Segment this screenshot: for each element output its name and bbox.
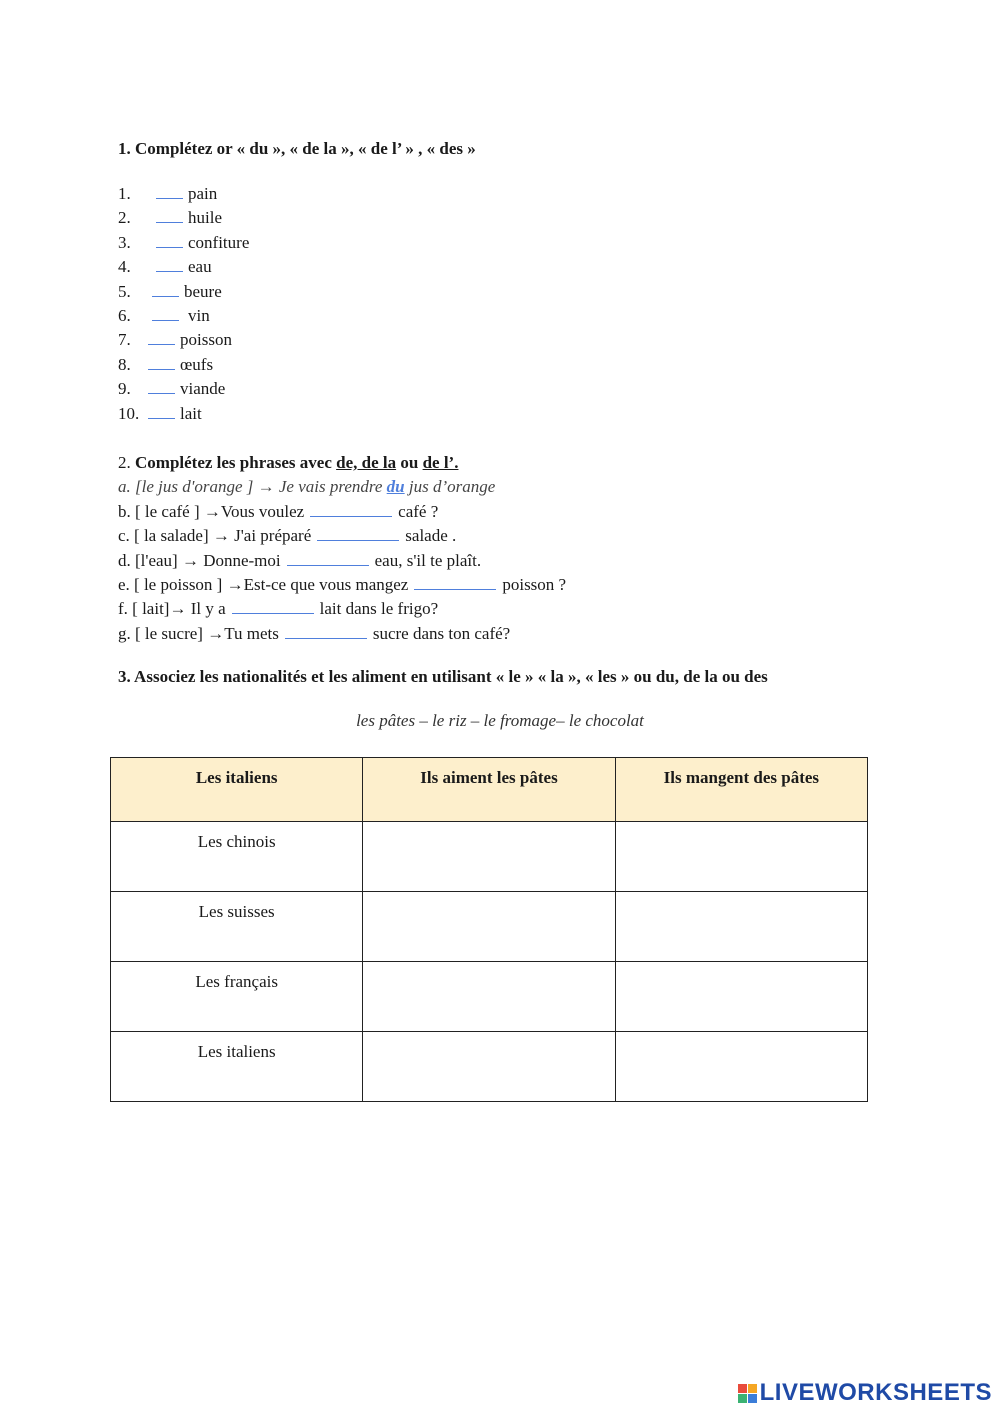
answer-blank[interactable] [287,551,369,566]
section3-heading: 3. Associez les nationalités et les aliment en utilisant « le » « la », « les » ou du, de la ou des [118,667,768,686]
table-row [111,962,868,1032]
answer-blank[interactable] [317,526,399,541]
table-header-cell: Ils aiment les pâtes [363,758,615,822]
answer-cell[interactable] [615,962,867,1032]
nationality-cell: Les français [111,962,363,1032]
answer-blank[interactable] [285,624,367,639]
list-item: 4. eau [118,257,212,277]
answer-cell[interactable] [615,892,867,962]
logo-square [738,1394,747,1403]
list-item: 7. poisson [118,330,232,350]
list-item: 10. lait [118,403,202,423]
table-row [111,1032,868,1102]
list-item: 3. confiture [118,232,250,252]
example-answer: du [386,477,405,497]
answer-blank[interactable] [152,282,179,297]
answer-blank[interactable] [148,379,175,394]
table-row [111,892,868,962]
answer-cell[interactable] [363,822,615,892]
list-item: 5. beure [118,281,222,301]
logo-square [748,1384,757,1393]
answer-cell[interactable] [363,892,615,962]
answer-blank[interactable] [156,233,183,248]
answer-cell[interactable] [363,962,615,1032]
nationality-cell: Les chinois [111,822,363,892]
answer-blank[interactable] [156,184,183,199]
sentence-item: e. [ le poisson ] →Est-ce que vous mangez poisson ? [118,574,567,594]
list-item: 2. huile [118,208,222,228]
logo-square [748,1394,757,1403]
answer-blank[interactable] [414,575,496,590]
section2 [118,451,566,646]
list-item: 8. œufs [118,354,214,374]
sentence-item: b. [ le café ] →Vous voulez café ? [118,501,439,521]
answer-blank[interactable] [148,355,175,370]
answer-cell[interactable] [615,822,867,892]
table-header-cell: Les italiens [111,758,363,822]
logo-mark-icon [738,1384,757,1403]
list-item: 1. pain [118,184,218,203]
nationality-cell: Les suisses [111,892,363,962]
list-item: 6. vin [118,305,210,325]
answer-blank[interactable] [156,208,183,223]
sentence-item: g. [ le sucre] →Tu mets sucre dans ton café? [118,623,511,643]
word-bank: les pâtes – le riz – le fromage– le chocolat [356,711,644,730]
section1-heading: 1. Complétez or « du », « de la », « de l’ » , « des » [118,139,476,158]
sentence-item: d. [l'eau] → Donne-moi eau, s'il te plaît. [118,550,482,570]
answer-cell[interactable] [363,1032,615,1102]
answer-blank[interactable] [232,599,314,614]
answer-blank[interactable] [152,306,179,321]
answer-blank[interactable] [148,404,175,419]
answer-blank[interactable] [156,257,183,272]
answer-blank[interactable] [148,330,175,345]
vocab-list [118,182,249,426]
nationality-cell: Les italiens [111,1032,363,1102]
example-sentence: a. [le jus d'orange ] → Je vais prendre du jus d’orange [118,477,496,497]
logo-text: LIVEWORKSHEETS [759,1379,992,1406]
liveworksheets-logo [738,1379,992,1407]
section2-heading: 2. Complétez les phrases avec de, de la ou de l’. [118,453,459,472]
list-item: 9. viande [118,379,226,399]
answer-blank[interactable] [310,502,392,517]
sentence-item: c. [ la salade] → J'ai préparé salade . [118,526,457,546]
nationality-table [110,757,868,1102]
table-row [111,822,868,892]
sentence-item: f. [ lait]→ Il y a lait dans le frigo? [118,599,439,619]
answer-cell[interactable] [615,1032,867,1102]
table-header-cell: Ils mangent des pâtes [615,758,867,822]
table-header-row [111,758,868,822]
logo-square [738,1384,747,1393]
